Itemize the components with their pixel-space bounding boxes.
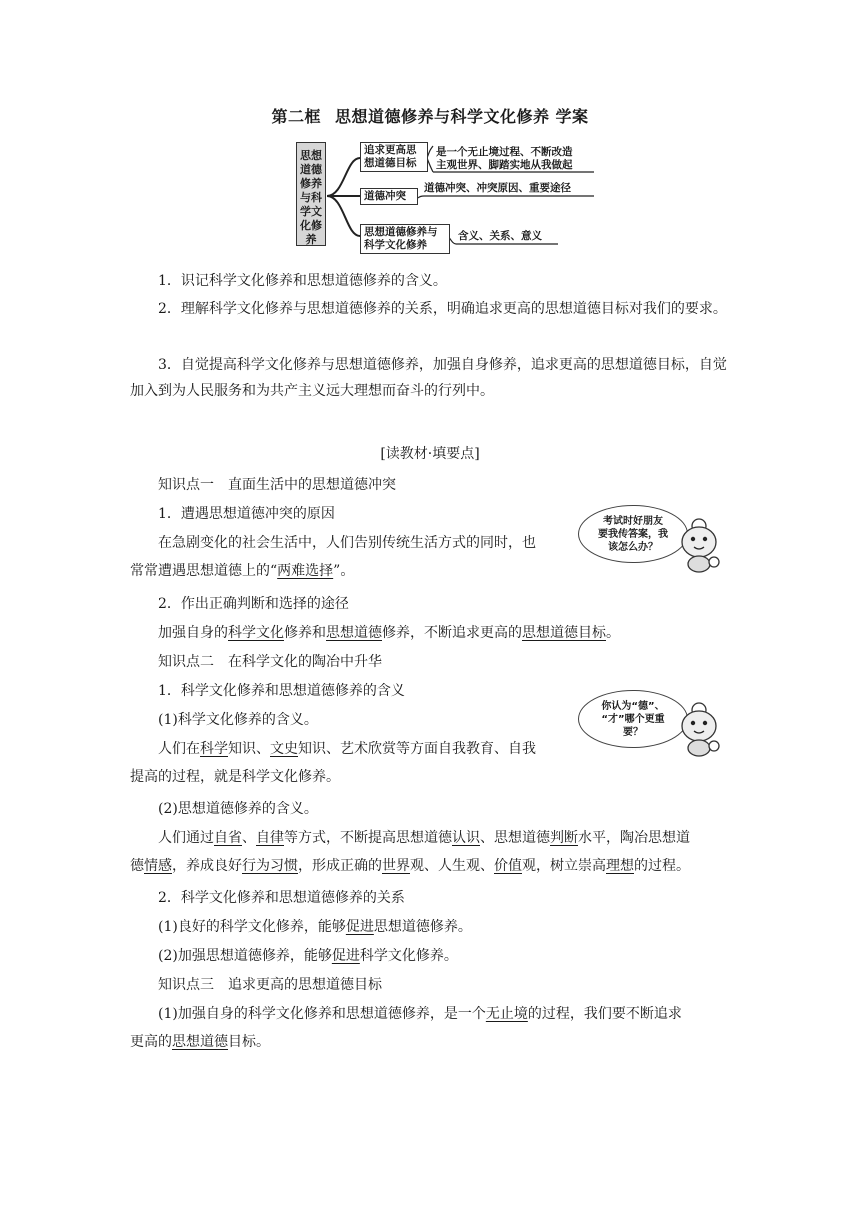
concept-map <box>296 140 616 258</box>
k3-paragraph-1: (1)加强自身的科学文化修养和思想道德修养，是一个无止境的过程，我们要不断追求 更高的思想道德目标。 <box>130 1006 682 1050</box>
answer-blank: 科学文化 <box>228 625 284 641</box>
answer-blank: 科学 <box>200 741 228 757</box>
branch-desc-goal: 是一个无止境过程、不断改造 主观世界、脚踏实地从我做起 <box>436 146 573 171</box>
branch-box-conflict: 道德冲突 <box>360 188 418 205</box>
concept-map-root: 思想道德修养与科学文化修养 <box>296 142 326 246</box>
learning-goal-1: 1．识记科学文化修养和思想道德修养的含义。 <box>158 273 447 289</box>
answer-blank: 判断 <box>550 830 578 846</box>
answer-blank: 认识 <box>452 830 480 846</box>
answer-blank: 两难选择 <box>277 563 334 579</box>
answer-blank: 促进 <box>331 948 360 964</box>
thought-bubble-2: 你认为“德”、 “才”哪个更重 要？ <box>578 690 688 748</box>
knowledge-point-2-title: 知识点二 在科学文化的陶冶中升华 <box>158 654 382 670</box>
knowledge-point-3-title: 知识点三 追求更高的思想道德目标 <box>158 977 382 993</box>
learning-goal-2: 2．理解科学文化修养与思想道德修养的关系，明确追求更高的思想道德目标对我们的要求。 <box>158 301 727 317</box>
mascot-illustration-2 <box>674 696 724 758</box>
k2-subheading-1: 1．科学文化修养和思想道德修养的含义 <box>158 683 405 699</box>
answer-blank: 价值 <box>494 858 522 874</box>
answer-blank: 文史 <box>270 741 298 757</box>
mascot-illustration-1 <box>674 512 724 574</box>
answer-blank: 行为习惯 <box>242 858 298 874</box>
k1-subheading-2: 2．作出正确判断和选择的途径 <box>158 596 349 612</box>
branch-box-goal: 追求更高思 想道德目标 <box>360 142 428 172</box>
section-heading: [读教材·填要点] <box>380 446 480 462</box>
answer-blank: 情感 <box>144 858 172 874</box>
page-title: 第二框 思想道德修养与科学文化修养 学案 <box>271 107 589 126</box>
k1-paragraph-2: 加强自身的科学文化修养和思想道德修养，不断追求更高的思想道德目标。 <box>158 625 620 641</box>
branch-box-relation: 思想道德修养与 科学文化修养 <box>360 224 450 254</box>
k2-sub-1: (1)科学文化修养的含义。 <box>158 712 318 728</box>
answer-blank: 自律 <box>256 830 284 846</box>
answer-blank: 世界 <box>382 858 410 874</box>
answer-blank: 无止境 <box>485 1006 528 1022</box>
answer-blank: 理想 <box>606 858 634 874</box>
branch-desc-relation: 含义、关系、意义 <box>458 230 542 242</box>
answer-blank: 思想道德目标 <box>522 625 606 641</box>
k2-relation-1: (1)良好的科学文化修养，能够促进思想道德修养。 <box>158 919 472 935</box>
k2-paragraph-2: 人们通过自省、自律等方式，不断提高思想道德认识、思想道德判断水平，陶冶思想道 德情感，养成良好行为习惯，形成正确的世界观、人生观、价值观，树立崇高理想的过程。 <box>130 830 690 874</box>
k1-subheading-1: 1．遭遇思想道德冲突的原因 <box>158 506 335 522</box>
k2-subheading-2: 2．科学文化修养和思想道德修养的关系 <box>158 890 405 906</box>
answer-blank: 思想道德 <box>172 1034 228 1050</box>
k1-paragraph-1: 在急剧变化的社会生活中，人们告别传统生活方式的同时，也 常常遭遇思想道德上的“两难选择”。 <box>130 535 536 579</box>
k2-relation-2: (2)加强思想道德修养，能够促进科学文化修养。 <box>158 948 458 964</box>
learning-goal-3: 3．自觉提高科学文化修养与思想道德修养，加强自身修养，追求更高的思想道德目标，自觉加入到为人民服务和为共产主义远大理想而奋斗的行列中。 <box>130 357 727 399</box>
k2-paragraph-1: 人们在科学知识、文史知识、艺术欣赏等方面自我教育、自我 提高的过程，就是科学文化修养。 <box>130 741 536 785</box>
branch-desc-conflict: 道德冲突、冲突原因、重要途径 <box>424 182 571 194</box>
answer-blank: 促进 <box>345 919 374 935</box>
thought-bubble-1: 考试时好朋友 要我传答案，我 该怎么办？ <box>578 505 688 563</box>
k2-sub-2: (2)思想道德修养的含义。 <box>158 801 318 817</box>
answer-blank: 自省 <box>214 830 242 846</box>
knowledge-point-1-title: 知识点一 直面生活中的思想道德冲突 <box>158 477 396 493</box>
answer-blank: 思想道德 <box>326 625 382 641</box>
